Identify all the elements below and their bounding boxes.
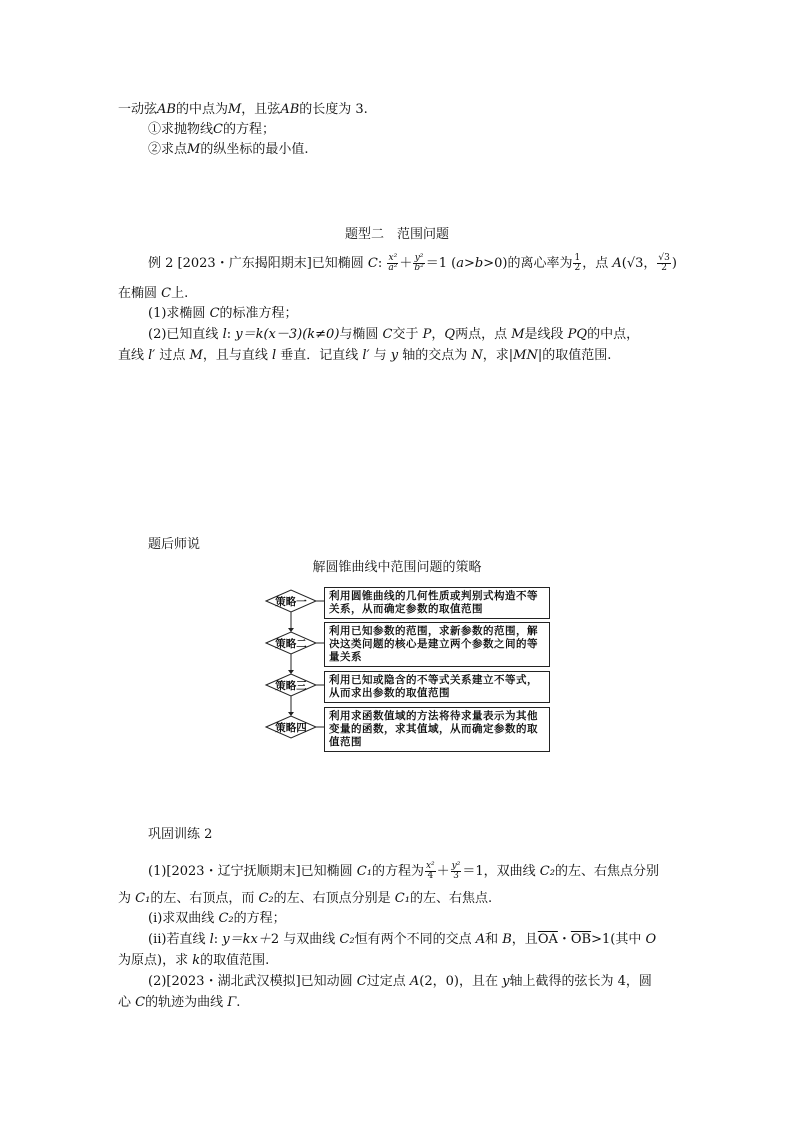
math-var: C [382,327,393,342]
denominator: 4 [427,871,434,881]
text: (ⅱ)若直线 [148,932,210,947]
math-var: C [209,306,220,321]
math-var: M [227,102,242,117]
denominator: 3 [453,871,459,881]
practice-q1-line-2 [118,890,492,908]
text: (2，0)，且在 [419,974,503,989]
text: : [213,932,223,947]
math-var: PQ [567,327,588,342]
math-var: l [222,327,227,342]
text: 的方程为 [371,864,424,879]
text: 心 [118,995,136,1010]
math-var: l [209,932,214,947]
text: 的轨迹为曲线 [145,995,228,1010]
math-var: B [502,932,512,947]
text: 的方程； [233,911,286,926]
text: > [464,256,475,271]
denominator: 2 [574,263,581,273]
text: 的左、右顶点分别是 [273,891,395,906]
text: 为原点)，求 [118,953,193,968]
text: ・ [557,932,571,947]
strategy-box-3: 利用已知或隐含的不等式关系建立不等式，从而求出参数的取值范围 [324,671,550,703]
vector-OA: $\overline{OA}$ [537,932,558,947]
practice-q1-ii [148,931,656,949]
text: 的中点， [587,327,640,342]
text: 为 [118,891,136,906]
math-var: l′ [148,348,156,363]
text: 与 [369,348,391,363]
numerator: x² [425,861,435,871]
vector-OB: $\overline{OB}$ [570,932,592,947]
text: : [377,256,387,271]
text: 的纵坐标的最小值. [200,142,309,157]
denominator: a² [388,263,398,273]
numerator: √3 [658,253,670,263]
math-var: C [213,122,223,137]
text: >0)的离心率为 [483,256,573,271]
tips-heading: 题后师说 [148,537,201,552]
math-var: M [511,327,525,342]
fraction [387,254,398,273]
text: >1(其中 [591,932,646,947]
strategy-box-1: 利用圆锥曲线的几何性质或判别式构造不等关系，从而确定参数的取值范围 [324,587,550,619]
text: 在椭圆 [118,286,162,301]
math-var: AB [157,102,176,117]
math-var: y [502,974,510,989]
denominator: b² [414,263,424,273]
math-var: N [471,348,483,363]
text: 2 与双曲线 [270,932,340,947]
example-2-part-2 [148,326,639,344]
text: 一动弦 [118,102,158,117]
text: ＝1，双曲线 [462,864,540,879]
math-var: C₂ [218,911,234,926]
text: 交于 [392,327,423,342]
math-var: C₁ [356,864,372,879]
numerator: y² [451,861,461,871]
practice-heading: 巩固训练 2 [148,827,213,842]
practice-q1-line-1 [148,862,659,881]
text: ，点 [582,256,613,271]
math-var: C [367,256,378,271]
text: 与椭圆 [339,327,383,342]
strategy-label-1: 策略一 [275,596,307,608]
practice-q1-i [148,910,286,928]
question-1 [148,121,275,139]
example-2-part-2-cont [118,347,611,365]
example-2-part-1 [148,305,298,323]
practice-q2-line-1 [148,973,652,991]
text: ＝1 ( [425,256,457,271]
text: ，且弦 [241,102,281,117]
numerator: 1 [574,253,581,263]
text: ，求| [482,348,514,363]
fraction [451,862,462,881]
text: : [226,327,236,342]
text: 的标准方程； [219,306,298,321]
math-var: C [356,974,367,989]
math-var: k [192,953,201,968]
strategy-box-4: 利用求函数值域的方法将待求量表示为其他变量的函数，求其值域，从而确定参数的取值范围 [324,707,550,752]
math-var: y [390,348,399,363]
section-title: 题型二 范围问题 [344,227,449,242]
math-expr: y＝k(x－3)(k≠0) [235,327,340,342]
text: 例 2 [2023・广东揭阳期末]已知椭圆 [148,256,368,271]
strategy-label-3: 策略三 [275,680,307,692]
math-var: A [475,932,486,947]
math-var: A [409,974,420,989]
text: (√3， [621,256,657,271]
text: 上. [171,286,189,301]
text: ， [431,327,445,342]
math-var: M [189,348,203,363]
text: ) [671,256,677,271]
text: 是线段 [524,327,568,342]
question-2 [148,141,308,159]
text: 的长度为 3. [299,102,368,117]
text: ②求点 [148,142,188,157]
text: 轴的交点为 [398,348,472,363]
math-var: l′ [362,348,370,363]
math-var: C₂ [539,864,555,879]
text: 直线 [118,348,149,363]
math-var: C₂ [339,932,355,947]
text: 的取值范围. [200,953,270,968]
text: |的取值范围. [537,348,612,363]
strategy-label-4: 策略四 [275,722,307,734]
math-var: Γ [227,995,237,1010]
example-2-line-1 [148,254,677,273]
math-var: M [187,142,201,157]
numerator: y² [414,253,424,263]
practice-q2-line-2 [118,994,240,1012]
math-var: a [456,256,464,271]
fraction [425,862,436,881]
text: ①求抛物线 [148,122,214,137]
text: (2)已知直线 [148,327,223,342]
math-var: C [161,286,172,301]
text: (ⅰ)求双曲线 [148,911,219,926]
math-expr: y＝kx＋ [222,932,271,947]
strategy-box-2: 利用已知参数的范围，求新参数的范围，解决这类问题的核心是建立两个参数之间的等量关系 [324,622,550,667]
math-var: C₂ [258,891,274,906]
text: 恒有两个不同的交点 [354,932,476,947]
math-var: Q [444,327,456,342]
arrowhead [288,628,294,632]
text: (1)[2023・辽宁抚顺期末]已知椭圆 [148,864,357,879]
text: ，且与直线 [202,348,272,363]
text: 的方程； [222,122,275,137]
math-var: A [612,256,622,271]
text: 的中点为 [175,102,228,117]
arrowhead [288,712,294,716]
example-2-line-2 [118,285,188,303]
denominator: 2 [661,263,667,273]
text: 过定点 [366,974,410,989]
flowchart-title: 解圆锥曲线中范围问题的策略 [312,560,482,575]
math-var: MN [513,348,538,363]
math-var: O [645,932,657,947]
math-var: AB [280,102,300,117]
text: 和 [485,932,503,947]
text: 的左、右顶点，而 [150,891,259,906]
text: ，且 [511,932,538,947]
fraction [413,254,424,273]
text: . [236,995,241,1010]
text: ＋ [399,256,413,271]
text: 过点 [155,348,190,363]
math-var: C₁ [394,891,410,906]
text: (2)[2023・湖北武汉模拟]已知动圆 [148,974,357,989]
arrowhead [288,670,294,674]
text: ＋ [436,864,450,879]
fraction [657,254,670,273]
fraction [573,254,581,273]
text: 垂直．记直线 [276,348,363,363]
practice-q1-ii-cont [118,952,269,970]
math-var: P [422,327,432,342]
text-line [118,101,368,119]
numerator: x² [388,253,398,263]
math-var: l [271,348,277,363]
math-var: C [135,995,146,1010]
strategy-flowchart [264,582,564,752]
math-var: C₁ [135,891,151,906]
text: 的左、右焦点. [409,891,493,906]
math-var: b [474,256,484,271]
text: 的左、右焦点分别 [554,864,659,879]
text: (1)求椭圆 [148,306,210,321]
text: 轴上截得的弦长为 4，圆 [509,974,652,989]
text: 两点，点 [455,327,512,342]
strategy-label-2: 策略二 [275,638,307,650]
